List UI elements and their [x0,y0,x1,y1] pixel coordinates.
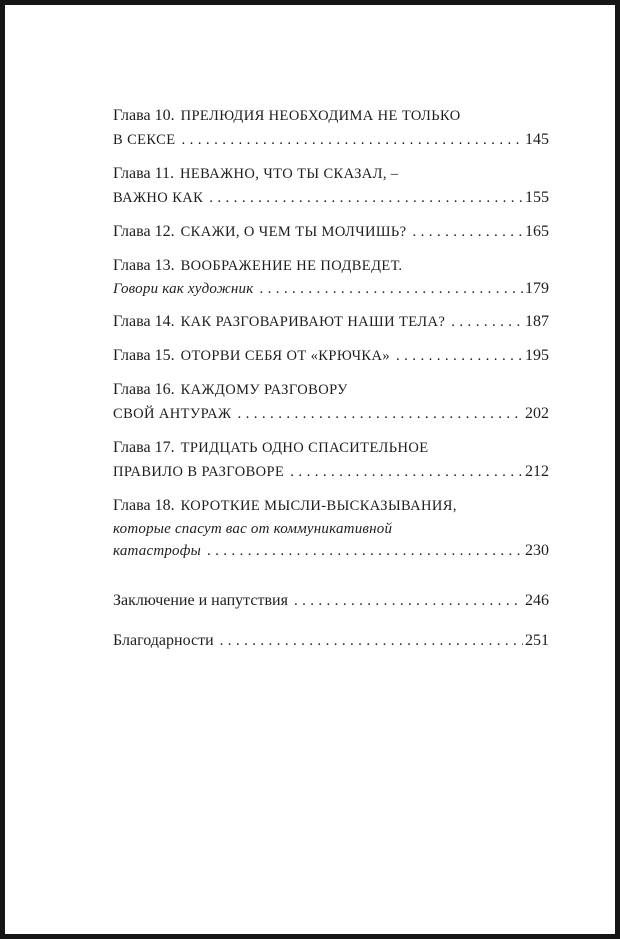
chapter-label: Глава 14. [113,313,175,330]
toc-line [113,494,549,518]
chapter-title: ТРИДЦАТЬ ОДНО СПАСИТЕЛЬНОЕ [180,440,429,456]
chapter-title-continuation: ВАЖНО КАК [113,190,204,206]
chapter-label: Глава 15. [113,347,175,364]
toc-line [113,540,549,562]
chapter-title: НЕВАЖНО, ЧТО ТЫ СКАЗАЛ, – [179,166,399,182]
backmatter-title: Заключение и напутствия [113,592,288,609]
dot-leader [451,310,523,334]
dot-leader [259,278,523,300]
dot-leader [413,220,524,244]
chapter-label: Глава 18. [113,497,175,514]
chapter-title: ПРЕЛЮДИЯ НЕОБХОДИМА НЕ ТОЛЬКО [180,108,461,124]
toc-line [113,460,549,484]
chapter-label: Глава 12. [113,223,175,240]
chapter-label: Глава 10. [113,107,175,124]
toc-entry-acknowledgements [113,629,549,653]
page-number: 230 [525,542,549,559]
toc-line [113,104,549,128]
chapter-title: КОРОТКИЕ МЫСЛИ-ВЫСКАЗЫВАНИЯ, [180,498,457,514]
page-number: 202 [525,405,549,422]
toc-entry-chapter-18 [113,494,549,562]
page-number: 195 [525,347,549,364]
dot-leader [207,540,523,562]
page-number: 145 [525,131,549,148]
toc-line [113,629,549,653]
page-number: 246 [525,592,549,609]
chapter-title: КАК РАЗГОВАРИВАЮТ НАШИ ТЕЛА? [180,314,446,330]
dot-leader [181,128,523,152]
toc-line [113,589,549,613]
toc-line [113,162,549,186]
toc-line [113,518,549,540]
toc-entry-chapter-14 [113,310,549,334]
chapter-label: Глава 13. [113,257,175,274]
toc-entry-chapter-11 [113,162,549,210]
toc-line [113,254,549,278]
toc-entry-chapter-15 [113,344,549,368]
chapter-title: СКАЖИ, О ЧЕМ ТЫ МОЛЧИШЬ? [180,224,407,240]
backmatter-title: Благодарности [113,632,214,649]
toc-entry-chapter-12 [113,220,549,244]
chapter-subtitle-continuation: катастрофы [113,543,201,559]
toc-line [113,402,549,426]
dot-leader [290,460,523,484]
chapter-title: ОТОРВИ СЕБЯ ОТ «КРЮЧКА» [180,348,390,364]
toc-line [113,186,549,210]
toc-line [113,436,549,460]
chapter-subtitle: Говори как художник [113,281,254,297]
chapter-subtitle: которые спасут вас от коммуникативной [113,521,393,537]
chapter-title-continuation: ПРАВИЛО В РАЗГОВОРЕ [113,464,285,480]
toc-line [113,278,549,300]
dot-leader [294,589,523,613]
page-number: 155 [525,189,549,206]
dot-leader [396,344,523,368]
table-of-contents [113,104,549,663]
page-number: 179 [525,280,549,297]
chapter-title: КАЖДОМУ РАЗГОВОРУ [180,382,348,398]
toc-line [113,344,549,368]
toc-entry-conclusion [113,589,549,613]
chapter-label: Глава 17. [113,439,175,456]
page-number: 165 [525,223,549,240]
toc-entry-chapter-17 [113,436,549,484]
chapter-title-continuation: СВОЙ АНТУРАЖ [113,406,232,422]
toc-line [113,310,549,334]
dot-leader [237,402,523,426]
page-number: 212 [525,463,549,480]
toc-line [113,220,549,244]
dot-leader [220,629,523,653]
page-number: 187 [525,313,549,330]
chapter-title: ВООБРАЖЕНИЕ НЕ ПОДВЕДЕТ. [180,258,403,274]
chapter-title-continuation: В СЕКСЕ [113,132,176,148]
toc-entry-chapter-10 [113,104,549,152]
chapter-label: Глава 16. [113,381,175,398]
chapter-label: Глава 11. [113,165,174,182]
toc-line [113,378,549,402]
dot-leader [209,186,523,210]
toc-entry-chapter-13 [113,254,549,300]
page-number: 251 [525,632,549,649]
toc-line [113,128,549,152]
toc-entry-chapter-16 [113,378,549,426]
